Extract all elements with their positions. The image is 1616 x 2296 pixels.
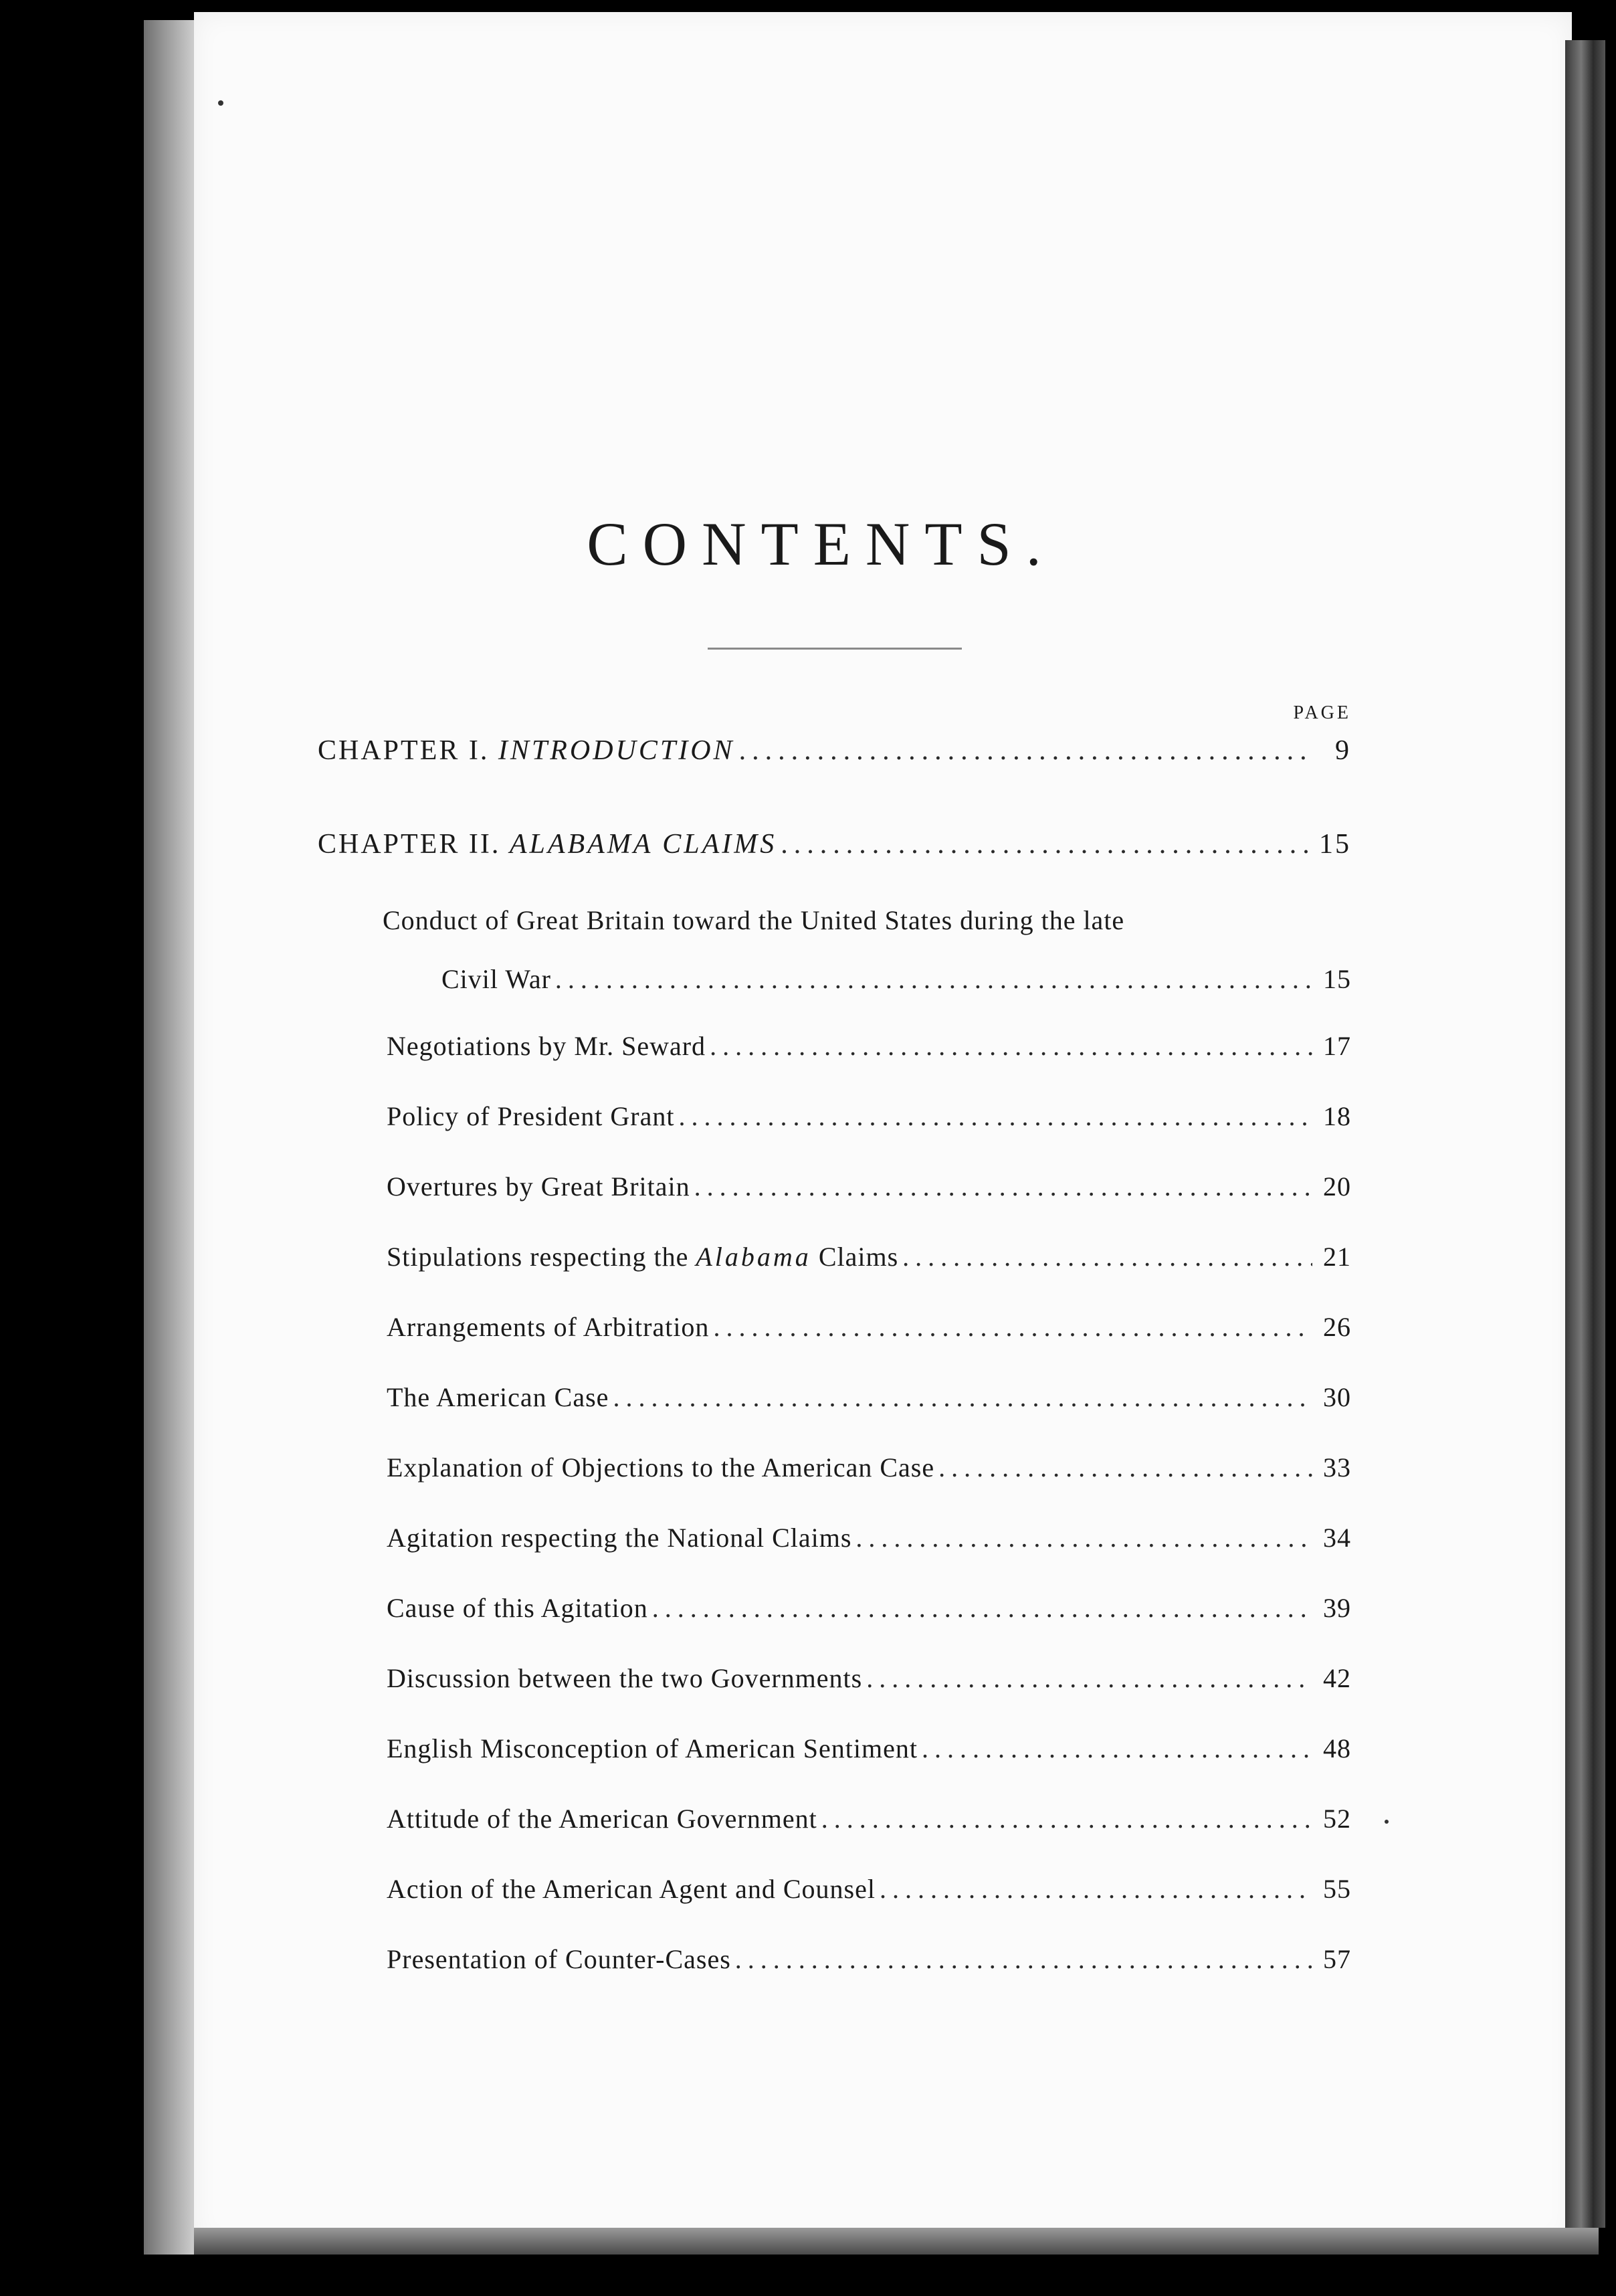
toc-entry-text: Claims: [811, 1242, 899, 1272]
toc-page-number: 48: [1323, 1733, 1351, 1763]
leader-dots: [781, 828, 1312, 860]
toc-entry: [387, 1943, 1351, 1975]
leader-dots: [694, 1171, 1312, 1202]
toc-entry-italic: Alabama: [696, 1242, 811, 1272]
title-rule: [708, 648, 962, 650]
chapter-prefix: CHAPTER II.: [318, 829, 501, 860]
toc-page-number: 42: [1323, 1663, 1351, 1693]
toc-entry-label: Explanation of Objections to the American Case: [387, 1452, 935, 1482]
leader-dots: [710, 1030, 1312, 1062]
chapter-title: INTRODUCTION: [498, 735, 735, 766]
toc-entry: [387, 1733, 1351, 1764]
toc-entry: [387, 1592, 1351, 1624]
leader-dots: [938, 1452, 1312, 1483]
leader-dots: [679, 1101, 1313, 1132]
toc-page-number: 15: [1319, 829, 1351, 860]
toc-entry: [441, 963, 1351, 995]
toc-entry-label: Agitation respecting the National Claims: [387, 1523, 852, 1553]
scan-speck: [218, 100, 223, 106]
leader-dots: [902, 1241, 1312, 1272]
toc-entry-label: Presentation of Counter-Cases: [387, 1944, 731, 1974]
toc-page-number: 52: [1323, 1804, 1351, 1834]
toc-entry-label: [387, 1241, 898, 1272]
toc-entry-label: [318, 828, 777, 860]
toc-page-number: 30: [1323, 1382, 1351, 1412]
toc-entry: [387, 1241, 1351, 1272]
toc-page-number: 21: [1323, 1242, 1351, 1272]
page-title: CONTENTS.: [587, 510, 1056, 578]
toc-entry-label: Policy of President Grant: [387, 1101, 675, 1131]
toc-entry: [387, 1522, 1351, 1553]
leader-dots: [735, 1943, 1312, 1975]
toc-page-number: 20: [1323, 1171, 1351, 1202]
toc-entry: [387, 1311, 1351, 1343]
toc-entry: [387, 1171, 1351, 1202]
leader-dots: [613, 1381, 1312, 1413]
toc-page-number: 33: [1323, 1452, 1351, 1482]
page-edges-bottom: [194, 2228, 1599, 2255]
chapter-prefix: CHAPTER I.: [318, 735, 490, 766]
leader-dots: [922, 1733, 1312, 1764]
leader-dots: [880, 1873, 1312, 1905]
toc-entry: [387, 1101, 1351, 1132]
toc-entry-label: Overtures by Great Britain: [387, 1171, 690, 1202]
toc-entry-label: Civil War: [441, 964, 551, 994]
toc-page-number: 17: [1323, 1031, 1351, 1061]
toc-entry-label: [318, 735, 735, 767]
toc-entry-text: Stipulations respecting the: [387, 1242, 696, 1272]
toc-page-number: 15: [1323, 964, 1351, 994]
toc-page-number: 57: [1323, 1944, 1351, 1974]
leader-dots: [855, 1522, 1312, 1553]
toc-page-number: 18: [1323, 1101, 1351, 1131]
toc-entry-chapter-2: [318, 828, 1351, 860]
chapter-title: ALABAMA CLAIMS: [509, 829, 777, 860]
toc-entry-label: Arrangements of Arbitration: [387, 1312, 710, 1342]
toc-entry-line: Conduct of Great Britain toward the United States during the late: [383, 905, 1125, 935]
toc-entry-label: English Misconception of American Sentiment: [387, 1733, 918, 1763]
toc-entry-chapter-1: [318, 735, 1351, 767]
leader-dots: [652, 1592, 1312, 1624]
toc-page-number: 55: [1323, 1874, 1351, 1904]
toc-entry-label: Discussion between the two Governments: [387, 1663, 863, 1693]
leader-dots: [713, 1311, 1312, 1343]
toc-entry-label: The American Case: [387, 1382, 609, 1412]
leader-dots: [821, 1803, 1312, 1834]
toc-page-number: 26: [1323, 1312, 1351, 1342]
page-column-heading: PAGE: [1293, 702, 1351, 723]
toc-entry: [387, 1381, 1351, 1413]
toc-entry-label: Negotiations by Mr. Seward: [387, 1031, 706, 1061]
page-edges-right: [1565, 40, 1605, 2228]
toc-entry-label: Attitude of the American Government: [387, 1804, 817, 1834]
toc-entry-label: Cause of this Agitation: [387, 1593, 648, 1623]
scan-speck: [1385, 1820, 1389, 1824]
toc-page-number: 9: [1335, 735, 1351, 766]
leader-dots: [866, 1662, 1312, 1694]
leader-dots: [555, 963, 1312, 995]
toc-page-number: 39: [1323, 1593, 1351, 1623]
toc-entry: [387, 1030, 1351, 1062]
toc-entry: [387, 1803, 1351, 1834]
toc-entry: [387, 1662, 1351, 1694]
toc-entry-label: Action of the American Agent and Counsel: [387, 1874, 876, 1904]
leader-dots: [739, 735, 1312, 767]
toc-entry: [387, 1873, 1351, 1905]
toc-entry: [387, 1452, 1351, 1483]
toc-page-number: 34: [1323, 1523, 1351, 1553]
